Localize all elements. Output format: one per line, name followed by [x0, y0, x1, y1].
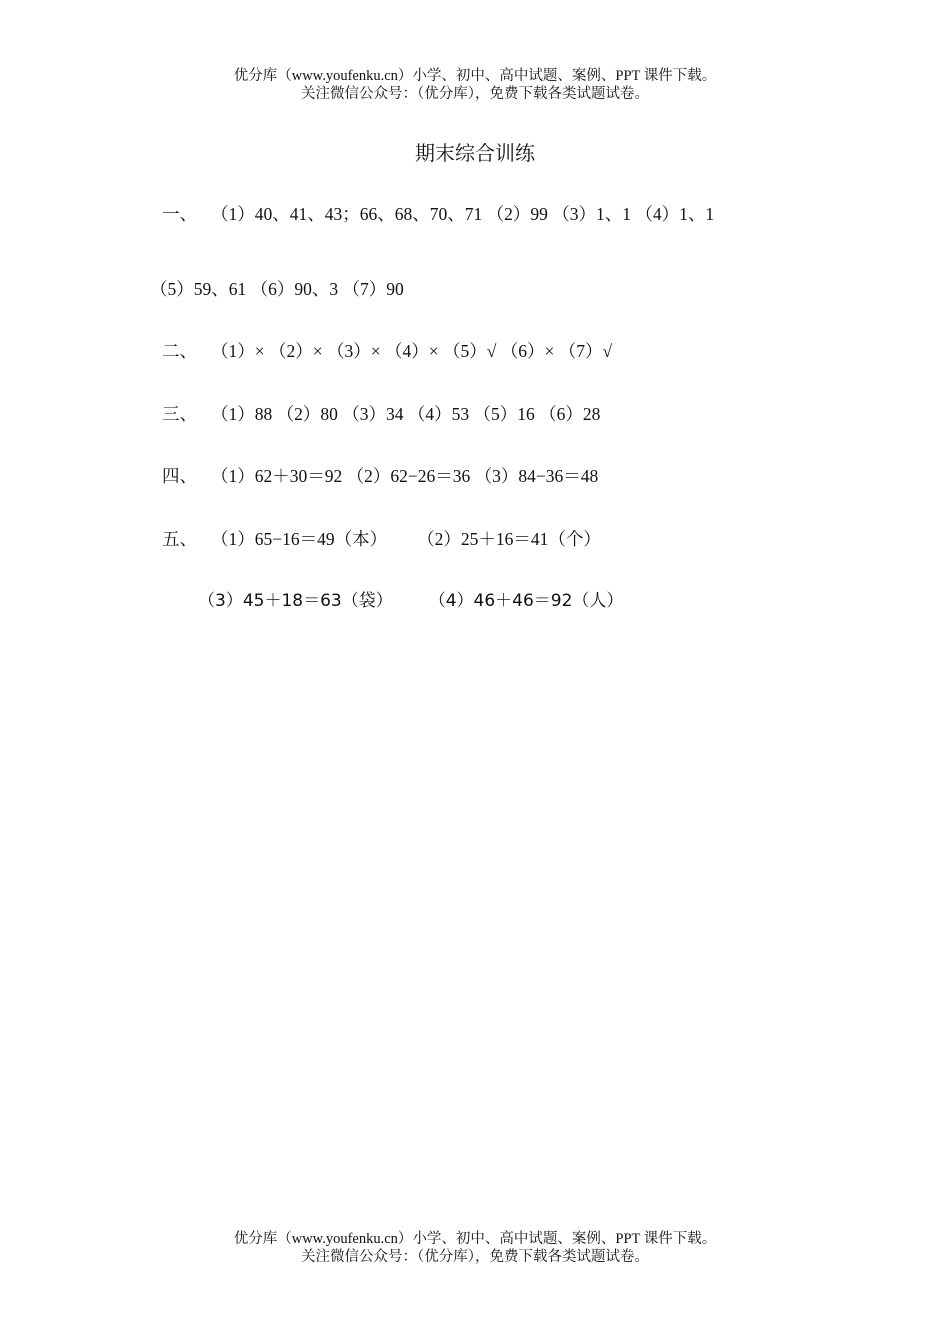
section-2-label: 二、 [162, 342, 197, 362]
section-1-answers-b: （5）59、61 （6）90、3 （7）90 [150, 279, 404, 299]
section-5-line-2 [198, 590, 623, 612]
section-1-label: 一、 [162, 205, 197, 225]
section-5-item-2: （2）25＋16＝41（个） [417, 529, 601, 549]
section-3-answers: （1）88 （2）80 （3）34 （4）53 （5）16 （6）28 [211, 404, 601, 424]
section-1-line-1 [162, 203, 714, 226]
footer-line-2: 关注微信公众号：（优分库），免费下载各类试题试卷。 [301, 1249, 649, 1265]
header-line-2: 关注微信公众号：（优分库），免费下载各类试题试卷。 [301, 86, 649, 102]
page-title: 期末综合训练 [415, 141, 535, 165]
section-2-answers: （1）× （2）× （3）× （4）× （5）√ （6）× （7）√ [211, 341, 613, 361]
section-3-line [162, 403, 600, 426]
section-1-answers-a: （1）40、41、43；66、68、70、71 （2）99 （3）1、1 （4）1、1 [211, 204, 715, 224]
section-1-line-2 [150, 278, 404, 300]
section-5-item-1: （1）65−16＝49（本） [211, 529, 388, 549]
section-5-item-3: （3）45＋18＝63（袋） [198, 591, 393, 611]
section-5-label: 五、 [162, 530, 197, 550]
page-footer [0, 1230, 950, 1266]
footer-line-1: 优分库（www.youfenku.cn）小学、初中、高中试题、案例、PPT 课件下载。 [233, 1231, 717, 1247]
section-4-line [162, 465, 598, 488]
section-5-item-4: （4）46＋46＝92（人） [428, 591, 624, 611]
header-line-1: 优分库（www.youfenku.cn）小学、初中、高中试题、案例、PPT 课件下载。 [233, 68, 717, 84]
section-4-answers: （1）62＋30＝92 （2）62−26＝36 （3）84−36＝48 [211, 466, 599, 486]
page-header [0, 67, 950, 103]
section-3-label: 三、 [162, 405, 197, 425]
section-5-line-1 [162, 528, 601, 551]
section-2-line [162, 340, 612, 363]
section-4-label: 四、 [162, 467, 197, 487]
